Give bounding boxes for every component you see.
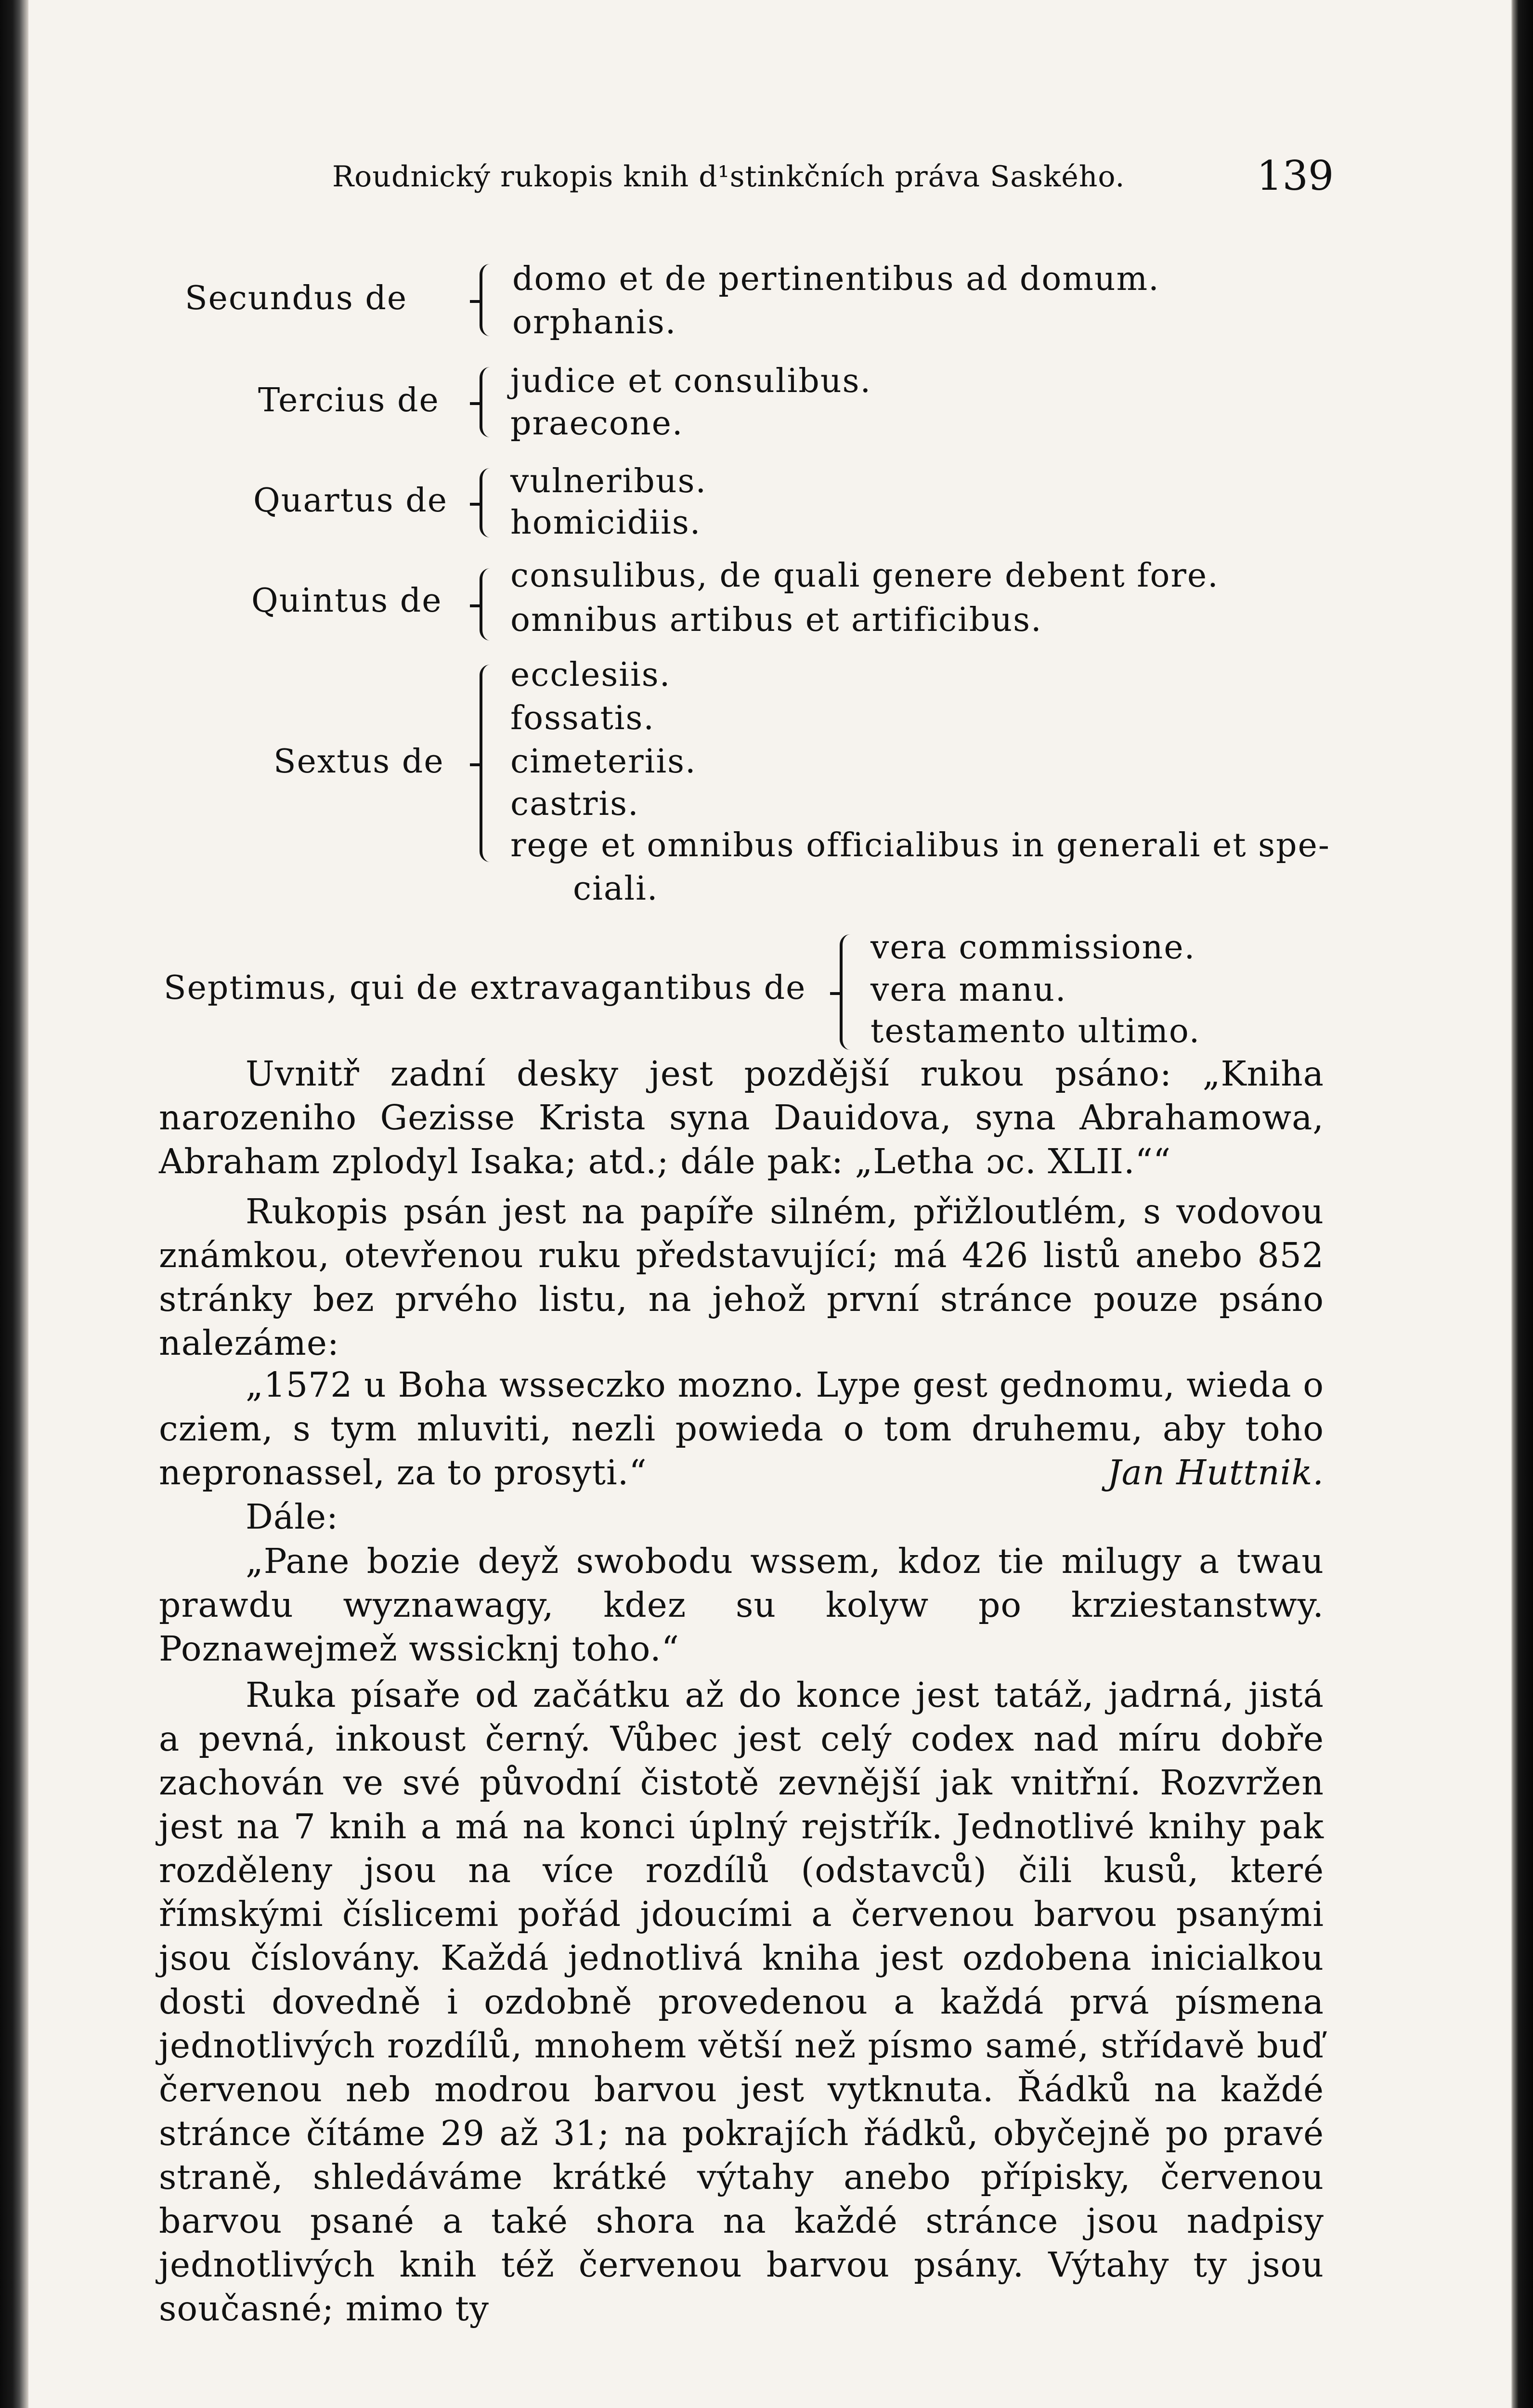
chapter-label: Quintus de xyxy=(251,582,442,620)
chapter-entry: castris. xyxy=(510,785,639,823)
chapter-entry: testamento ultimo. xyxy=(870,1012,1201,1050)
chapter-entry: cimeteriis. xyxy=(510,743,697,781)
chapter-entry: consulibus, de quali genere debent fore. xyxy=(510,557,1219,595)
paragraph-back-cover: Uvnitř zadní desky jest pozdější rukou psáno: „Kniha narozeniho Gezisse Krista syna Dauidova, syna Abrahamowa, Abraham zplodyl Isaka; atd.; dále pak: „Letha ɔc. XLII.““ xyxy=(159,1054,1324,1181)
quote-prayer: „Pane bozie deyž swobodu wssem, kdoz tie milugy a twau prawdu wyznawagy, kdez su kolyw po krziestanstwy. Poznawejmež wssicknj toho.“ xyxy=(159,1541,1324,1669)
brace-icon xyxy=(480,264,490,336)
quote-1572 xyxy=(159,1363,1324,1494)
quote-text: „1572 u Boha wsseczko mozno. Lype gest gednomu, wieda o cziem, s tym mluviti, nezli powieda o tom druhemu, aby toho nepronassel, za to prosyti.“ xyxy=(159,1365,1324,1492)
scan-edge-left xyxy=(0,0,29,2408)
chapter-entry: rege et omnibus officialibus in generali et spe- xyxy=(510,826,1330,864)
chapter-label: Secundus de xyxy=(185,279,408,317)
label-dale: Dále: xyxy=(246,1497,338,1537)
chapter-entry: vulneribus. xyxy=(510,462,707,500)
chapter-entry: orphanis. xyxy=(512,303,677,341)
brace-icon xyxy=(480,367,490,437)
running-header: Roudnický rukopis knih d¹stinkčních práva Saského. xyxy=(332,160,1125,194)
paragraph-scribe-hand: Ruka písaře od začátku až do konce jest tatáž, jadrná, jistá a pevná, inkoust černý. Vůbec jest celý codex nad míru dobře zachován ve své původní čistotě zevnější jak vnitřní. Rozvržen jest na 7 knih a má na konci úplný rejstřík. Jednotlivé knihy pak rozděleny jsou na více rozdílů (odstavců) čili kusů, které římskými číslicemi pořád jdoucími a červenou barvou psanými jsou číslovány. Každá jednotlivá kniha jest ozdobena inicialkou dosti dovedně i ozdobně provedenou a každá prvá písmena jednotlivých rozdílů, mnohem větší než písmo samé, střídavě buď červenou neb modrou barvou jest vytknuta. Řádků na každé stránce čítáme 29 až 31; na pokrajích řádků, obyčejně po pravé straně, shledáváme krátké výtahy anebo přípisky, červenou barvou psané a také shora na každé stránce jsou nadpisy jednotlivých knih též červenou barvou psány. Výtahy ty jsou současné; mimo ty xyxy=(159,1675,1324,2329)
paragraph-manuscript-description: Rukopis psán jest na papíře silném, přižloutlém, s vodovou známkou, otevřenou ruku představující; má 426 listů anebo 852 stránky bez prvého listu, na jehož první stránce pouze psáno nalezáme: xyxy=(159,1191,1324,1363)
brace-icon xyxy=(840,934,850,1050)
chapter-entry: fossatis. xyxy=(510,699,655,737)
chapter-entry: praecone. xyxy=(510,405,684,443)
chapter-entry: vera manu. xyxy=(870,971,1067,1009)
chapter-entry: domo et de pertinentibus ad domum. xyxy=(512,260,1160,298)
chapter-label: Sextus de xyxy=(273,743,444,781)
brace-icon xyxy=(480,468,490,537)
chapter-label: Quartus de xyxy=(253,482,448,520)
chapter-entry: ciali. xyxy=(573,870,659,908)
chapter-label: Tercius de xyxy=(258,381,440,419)
chapter-entry: ecclesiis. xyxy=(510,656,671,694)
chapter-entry: vera commissione. xyxy=(870,929,1196,967)
chapter-entry: homicidiis. xyxy=(510,504,702,542)
signature: Jan Huttnik. xyxy=(1107,1453,1324,1492)
brace-icon xyxy=(480,665,490,862)
brace-icon xyxy=(480,568,490,641)
scan-edge-right xyxy=(1511,0,1533,2408)
page-number: 139 xyxy=(1257,152,1334,199)
chapter-entry: omnibus artibus et artificibus. xyxy=(510,601,1042,639)
chapter-entry: judice et consulibus. xyxy=(510,362,872,400)
chapter-label: Septimus, qui de extravagantibus de xyxy=(164,969,806,1007)
